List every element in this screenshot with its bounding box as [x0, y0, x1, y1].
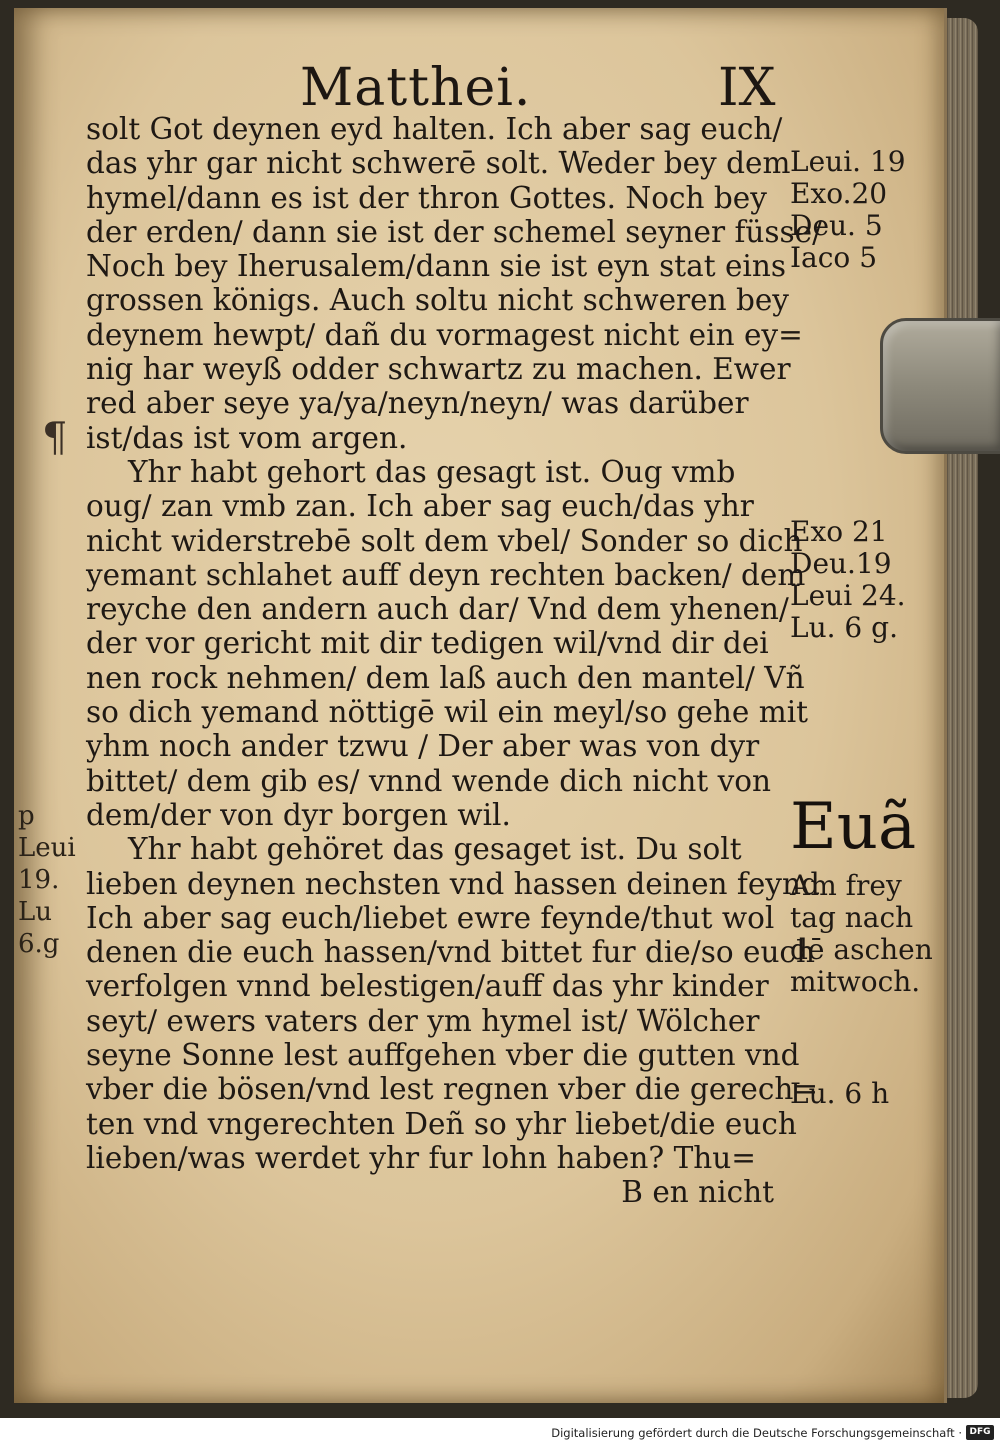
- text-line: Ich aber sag euch/liebet ewre feynde/thut wol: [86, 900, 775, 935]
- text-line: denen die euch hassen/vnd bittet fur die/so euch: [86, 935, 815, 970]
- text-line: bittet/ dem gib es/ vnnd wende dich nicht von: [86, 763, 772, 798]
- text-line: Noch bey Iherusalem/dann sie ist eyn stat eins: [86, 249, 787, 284]
- margin-left-note: Leui: [18, 833, 76, 863]
- margin-reference: Lu. 6 h: [790, 1077, 890, 1110]
- text-line: yemant schlahet auff deyn rechten backen/ dem: [86, 557, 806, 592]
- text-line: ten vnd vngerechten Deñ so yhr liebet/die euch: [86, 1106, 797, 1141]
- text-line: der vor gericht mit dir tedigen wil/vnd dir dei: [86, 626, 769, 661]
- pilcrow-mark: ¶: [42, 415, 68, 461]
- text-line: yhm noch ander tzwu / Der aber was von dyr: [86, 729, 760, 764]
- margin-left-note: 6.g: [18, 929, 60, 959]
- gospel-heading: Euã: [790, 790, 917, 864]
- gospel-note-line: mitwoch.: [790, 965, 921, 998]
- margin-reference-bottom: [790, 1078, 990, 1110]
- text-line: Yhr habt gehort das gesagt ist. Oug vmb: [128, 454, 736, 489]
- margin-reference: Exo.20: [790, 177, 888, 210]
- text-line: seyt/ ewers vaters der ym hymel ist/ Wölcher: [86, 1003, 760, 1038]
- book-clasp: [880, 318, 1000, 454]
- margin-reference: Iaco 5: [790, 241, 878, 274]
- margin-left-notes: [18, 800, 88, 960]
- text-line: verfolgen vnnd belestigen/auff das yhr kinder: [86, 969, 769, 1004]
- margin-reference: Deu. 5: [790, 209, 883, 242]
- text-line: solt Got deynen eyd halten. Ich aber sag euch/: [86, 112, 783, 146]
- running-title: Matthei.: [300, 58, 532, 118]
- digitization-footer: [0, 1418, 1000, 1447]
- text-line: lieben/was werdet yhr fur lohn haben? Thu=: [86, 1140, 756, 1175]
- text-line: ist/das ist vom argen.: [86, 420, 408, 455]
- gospel-note-line: tag nach: [790, 901, 914, 934]
- text-line: Yhr habt gehöret das gesaget ist. Du solt: [128, 832, 742, 867]
- text-line: vber die bösen/vnd lest regnen vber die gerech=: [86, 1072, 819, 1107]
- gospel-note: [790, 870, 990, 998]
- margin-left-note: 19.: [18, 865, 60, 895]
- margin-reference: Leui. 19: [790, 145, 906, 178]
- text-line: nen rock nehmen/ dem laß auch den mantel/ Vñ: [86, 660, 805, 695]
- text-line: red aber seye ya/ya/neyn/neyn/ was darüber: [86, 386, 749, 421]
- margin-left-note: Lu: [18, 897, 53, 927]
- main-text-block: [86, 112, 823, 1210]
- dfg-logo: DFG: [966, 1425, 994, 1440]
- text-line: dem/der von dyr borgen wil.: [86, 797, 511, 832]
- text-line: lieben deynen nechsten vnd hassen deinen feynd: [86, 866, 820, 901]
- margin-references-middle: [790, 516, 990, 644]
- margin-references-top: [790, 146, 990, 274]
- folio-number: IX: [718, 58, 776, 118]
- text-line: B en nicht: [621, 1175, 774, 1210]
- margin-reference: Leui 24.: [790, 579, 906, 612]
- margin-reference: Lu. 6 g.: [790, 611, 898, 644]
- funding-credit: Digitalisierung gefördert durch die Deutsche Forschungsgemeinschaft ·: [551, 1426, 962, 1440]
- margin-left-note: p: [18, 801, 35, 831]
- margin-reference: Deu.19: [790, 547, 892, 580]
- text-line: reyche den andern auch dar/ Vnd dem yhenen/: [86, 592, 789, 627]
- text-line: so dich yemand nöttigē wil ein meyl/so gehe mit: [86, 695, 809, 730]
- text-line: deynem hewpt/ dañ du vormagest nicht ein ey=: [86, 317, 803, 352]
- text-line: nig har weyß odder schwartz zu machen. Ewer: [86, 352, 791, 387]
- margin-reference: Exo 21: [790, 515, 888, 548]
- gospel-note-line: Am frey: [790, 869, 902, 902]
- gospel-note-line: dē aschen: [790, 933, 933, 966]
- text-line: hymel/dann es ist der thron Gottes. Noch bey: [86, 180, 767, 215]
- text-line: nicht widerstrebē solt dem vbel/ Sonder so dich: [86, 523, 803, 558]
- text-line: grossen königs. Auch soltu nicht schweren bey: [86, 283, 789, 318]
- text-line: der erden/ dann sie ist der schemel seyner füsse/: [86, 214, 823, 249]
- running-header: [0, 58, 1000, 118]
- text-line: oug/ zan vmb zan. Ich aber sag euch/das yhr: [86, 489, 754, 524]
- text-line: seyne Sonne lest auffgehen vber die gutten vnd: [86, 1038, 800, 1073]
- text-line: das yhr gar nicht schwerē solt. Weder bey dem: [86, 146, 791, 181]
